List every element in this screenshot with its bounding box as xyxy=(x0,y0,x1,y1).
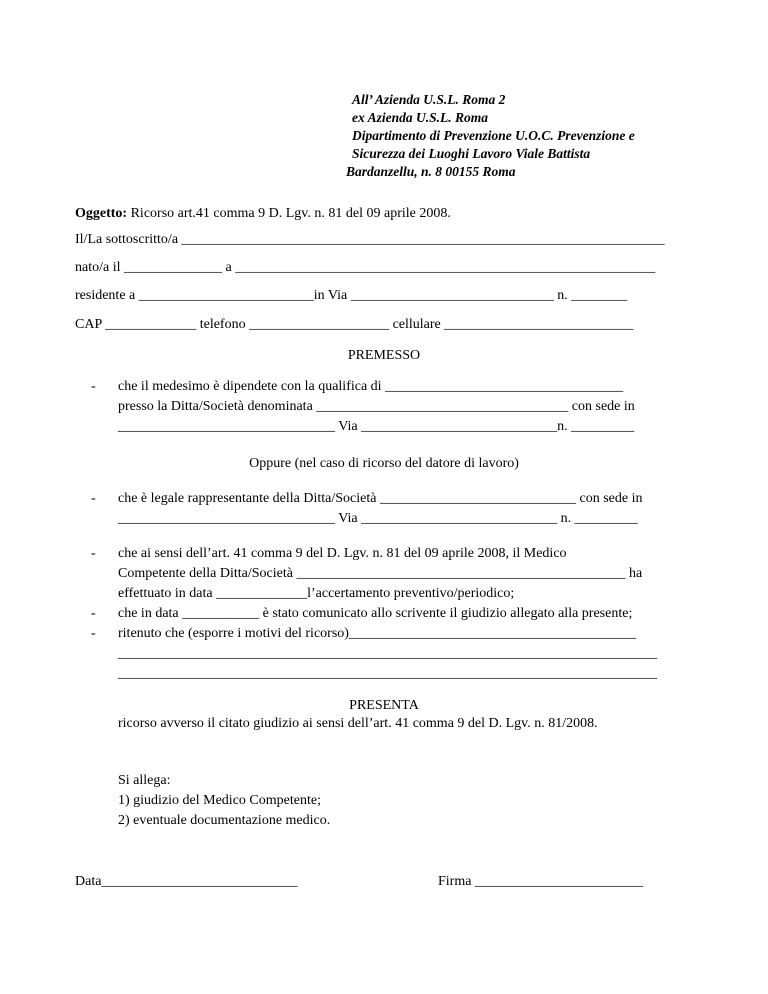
allega-item-1: 1) giudizio del Medico Competente; xyxy=(118,793,321,808)
recipient-line-4: Sicurezza dei Luoghi Lavoro Viale Battista xyxy=(352,146,591,161)
premesso-item2-line2[interactable]: _______________________________ Via ____________________________ n. _________ xyxy=(118,511,638,526)
premesso-item3-dash: - xyxy=(91,546,96,561)
premesso-item5-line1[interactable]: ritenuto che (esporre i motivi del ricorso)_________________________________________ xyxy=(118,626,636,641)
premesso-item1-line1[interactable]: che il medesimo è dipendete con la qualifica di __________________________________ xyxy=(118,379,624,394)
premesso-item2-dash: - xyxy=(91,491,96,506)
premesso-item1-line3[interactable]: _______________________________ Via ____________________________n. _________ xyxy=(118,419,635,434)
subject-line xyxy=(75,205,451,223)
premesso-item1-line2[interactable]: presso la Ditta/Società denominata ____________________________________ con sede in xyxy=(118,399,635,414)
premesso-item3-line2[interactable]: Competente della Ditta/Società _______________________________________________ ha xyxy=(118,566,643,581)
recipient-line-5: Bardanzellu, n. 8 00155 Roma xyxy=(346,164,516,179)
presenta-text: ricorso avverso il citato giudizio ai sensi dell’art. 41 comma 9 del D. Lgv. n. 81/2008. xyxy=(118,716,598,731)
premesso-item1-dash: - xyxy=(91,379,96,394)
premesso-item5-line2[interactable]: _____________________________________________________________________________ xyxy=(118,646,657,661)
residente-field[interactable]: residente a _________________________in Via _____________________________ n. ________ xyxy=(75,288,628,303)
nato-field[interactable]: nato/a il ______________ a ____________________________________________________________ xyxy=(75,260,656,275)
premesso-item5-line3[interactable]: _____________________________________________________________________________ xyxy=(118,666,657,681)
premesso-heading: PREMESSO xyxy=(347,348,421,363)
premesso-item3-line1: che ai sensi dell’art. 41 comma 9 del D. Lgv. n. 81 del 09 aprile 2008, il Medico xyxy=(118,546,567,561)
sottoscritto-field[interactable]: Il/La sottoscritto/a _____________________________________________________________________ xyxy=(75,232,665,247)
recipient-line-2: ex Azienda U.S.L. Roma xyxy=(352,110,489,125)
recipient-line-1: All’ Azienda U.S.L. Roma 2 xyxy=(352,92,506,107)
recipient-line-3: Dipartimento di Prevenzione U.O.C. Prevenzione e xyxy=(352,128,635,143)
firma-field[interactable]: Firma ________________________ xyxy=(438,874,643,889)
oppure-note: Oppure (nel caso di ricorso del datore di lavoro) xyxy=(249,456,519,471)
premesso-item5-dash: - xyxy=(91,626,96,641)
allega-item-2: 2) eventuale documentazione medico. xyxy=(118,813,331,828)
premesso-item4-line1[interactable]: che in data ___________ è stato comunicato allo scrivente il giudizio allegato alla presente; xyxy=(118,606,633,621)
cap-telefono-cellulare-field[interactable]: CAP _____________ telefono ____________________ cellulare ___________________________ xyxy=(75,317,634,332)
subject-label: Oggetto: xyxy=(75,206,128,221)
subject-text: Ricorso art.41 comma 9 D. Lgv. n. 81 del 09 aprile 2008. xyxy=(127,206,451,221)
data-field[interactable]: Data____________________________ xyxy=(75,874,298,889)
premesso-item2-line1[interactable]: che è legale rappresentante della Ditta/Società ____________________________ con sede in xyxy=(118,491,643,506)
presenta-heading: PRESENTA xyxy=(349,698,419,713)
premesso-item3-line3[interactable]: effettuato in data _____________l’accertamento preventivo/periodico; xyxy=(118,586,515,601)
premesso-item4-dash: - xyxy=(91,606,96,621)
allega-label: Si allega: xyxy=(118,773,171,788)
